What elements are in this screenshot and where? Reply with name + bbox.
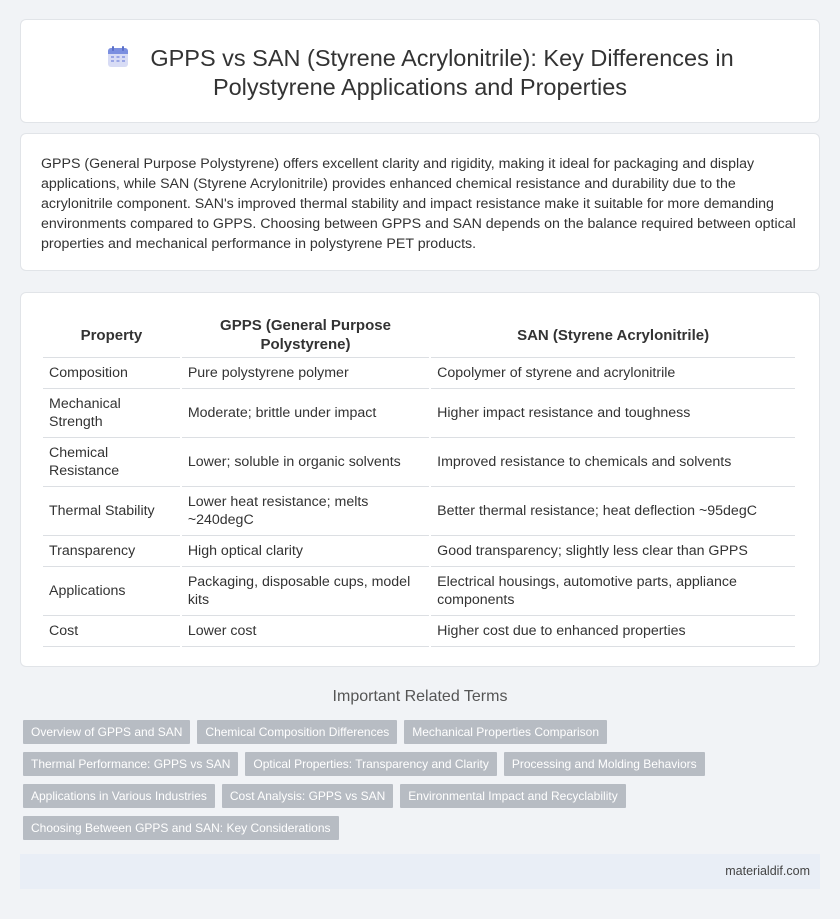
related-term-tag[interactable]: Optical Properties: Transparency and Clarity	[245, 752, 496, 776]
table-header-row	[43, 313, 795, 358]
related-term-tag[interactable]: Cost Analysis: GPPS vs SAN	[222, 784, 393, 808]
footer	[20, 854, 820, 889]
related-term-tag[interactable]: Environmental Impact and Recyclability	[400, 784, 625, 808]
row-gpps-value: High optical clarity	[182, 536, 429, 567]
related-term-tag[interactable]: Choosing Between GPPS and SAN: Key Considerations	[23, 816, 339, 840]
row-property: Cost	[43, 616, 180, 647]
related-term-tag[interactable]: Overview of GPPS and SAN	[23, 720, 190, 744]
related-term-tag[interactable]: Processing and Molding Behaviors	[504, 752, 705, 776]
intro-card	[20, 133, 820, 271]
related-term-tag[interactable]: Chemical Composition Differences	[197, 720, 397, 744]
row-gpps-value: Lower heat resistance; melts ~240degC	[182, 487, 429, 536]
row-property: Mechanical Strength	[43, 389, 180, 438]
header-property: Property	[43, 313, 180, 358]
table-row	[43, 616, 795, 647]
row-san-value: Copolymer of styrene and acrylonitrile	[431, 358, 795, 389]
row-property: Composition	[43, 358, 180, 389]
related-terms-heading: Important Related Terms	[332, 688, 508, 705]
table-row	[43, 389, 795, 438]
comparison-table-card	[20, 292, 820, 667]
table-row	[43, 487, 795, 536]
row-property: Applications	[43, 567, 180, 616]
row-gpps-value: Moderate; brittle under impact	[182, 389, 429, 438]
comparison-table	[41, 313, 797, 647]
header-san: SAN (Styrene Acrylonitrile)	[431, 313, 795, 358]
footer-site-link[interactable]: materialdif.com	[725, 864, 810, 878]
row-gpps-value: Lower; soluble in organic solvents	[182, 438, 429, 487]
row-property: Thermal Stability	[43, 487, 180, 536]
row-gpps-value: Packaging, disposable cups, model kits	[182, 567, 429, 616]
row-property: Transparency	[43, 536, 180, 567]
related-term-tag[interactable]: Thermal Performance: GPPS vs SAN	[23, 752, 238, 776]
row-gpps-value: Lower cost	[182, 616, 429, 647]
row-san-value: Good transparency; slightly less clear than GPPS	[431, 536, 795, 567]
table-row	[43, 438, 795, 487]
row-san-value: Higher impact resistance and toughness	[431, 389, 795, 438]
table-row	[43, 567, 795, 616]
table-row	[43, 358, 795, 389]
row-san-value: Electrical housings, automotive parts, appliance components	[431, 567, 795, 616]
row-san-value: Higher cost due to enhanced properties	[431, 616, 795, 647]
page-title: GPPS vs SAN (Styrene Acrylonitrile): Key Differences in Polystyrene Applications and Properties	[150, 45, 734, 100]
related-term-tag[interactable]: Applications in Various Industries	[23, 784, 215, 808]
calendar-icon	[106, 45, 130, 69]
related-terms-list	[23, 720, 703, 848]
row-san-value: Better thermal resistance; heat deflection ~95degC	[431, 487, 795, 536]
intro-paragraph: GPPS (General Purpose Polystyrene) offers excellent clarity and rigidity, making it ideal for packaging and display applications, while SAN (Styrene Acrylonitrile) provides enhanced chemical resistance and durability due to the acrylonitrile component. SAN's improved thermal stability and impact resistance make it suitable for more demanding environments compared to GPPS. Choosing between GPPS and SAN depends on the balance required between optical properties and mechanical performance in polystyrene PET products.	[41, 156, 796, 252]
header-gpps: GPPS (General Purpose Polystyrene)	[182, 313, 429, 358]
row-property: Chemical Resistance	[43, 438, 180, 487]
table-row	[43, 536, 795, 567]
title-card	[20, 19, 820, 123]
row-gpps-value: Pure polystyrene polymer	[182, 358, 429, 389]
row-san-value: Improved resistance to chemicals and solvents	[431, 438, 795, 487]
related-term-tag[interactable]: Mechanical Properties Comparison	[404, 720, 607, 744]
